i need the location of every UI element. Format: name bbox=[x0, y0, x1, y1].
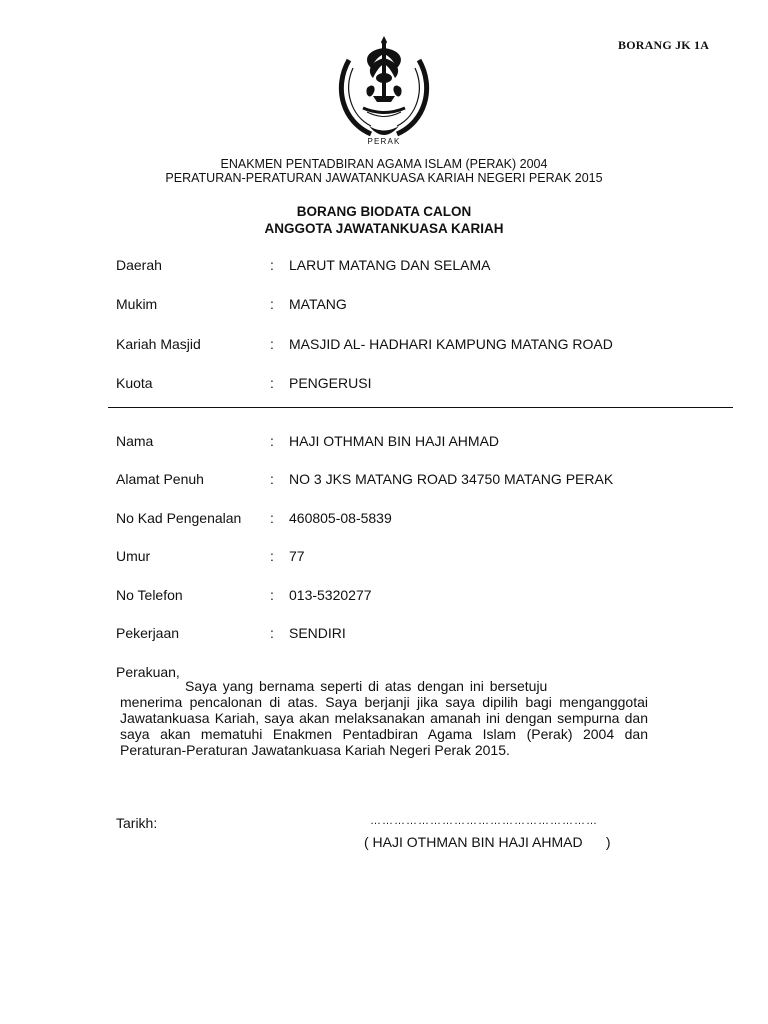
field-mukim bbox=[0, 294, 768, 314]
title-line-1: BORANG BIODATA CALON bbox=[296, 204, 472, 219]
field-colon: : bbox=[270, 433, 274, 449]
declaration-first-line: Saya yang bernama seperti di atas dengan ini bersetuju bbox=[185, 678, 548, 694]
field-colon: : bbox=[270, 510, 274, 526]
form-title bbox=[0, 203, 768, 237]
field-colon: : bbox=[270, 257, 274, 273]
field-colon: : bbox=[270, 336, 274, 352]
field-value: SENDIRI bbox=[289, 625, 346, 641]
field-value: LARUT MATANG DAN SELAMA bbox=[289, 257, 491, 273]
legislation-reference bbox=[0, 157, 768, 185]
field-colon: : bbox=[270, 375, 274, 391]
emblem-text: PERAK bbox=[367, 137, 401, 146]
perak-crest-icon bbox=[327, 30, 441, 148]
field-colon: : bbox=[270, 587, 274, 603]
field-label: No Telefon bbox=[116, 587, 183, 603]
field-umur bbox=[0, 546, 768, 566]
field-pekerjaan bbox=[0, 623, 768, 643]
field-label: Nama bbox=[116, 433, 154, 449]
signature-line: ………………………………………………… bbox=[370, 815, 598, 827]
section-divider bbox=[108, 407, 733, 408]
signatory-name: ( HAJI OTHMAN BIN HAJI AHMAD ) bbox=[364, 834, 611, 850]
field-value: MATANG bbox=[289, 296, 347, 312]
field-label: Kariah Masjid bbox=[116, 336, 201, 352]
field-value: PENGERUSI bbox=[289, 375, 372, 391]
field-alamat-penuh bbox=[0, 469, 768, 489]
field-value: MASJID AL- HADHARI KAMPUNG MATANG ROAD bbox=[289, 336, 613, 352]
field-value: 77 bbox=[289, 548, 305, 564]
field-label: Kuota bbox=[116, 375, 153, 391]
field-no-telefon bbox=[0, 585, 768, 605]
field-kuota bbox=[0, 373, 768, 393]
field-colon: : bbox=[270, 471, 274, 487]
field-label: Daerah bbox=[116, 257, 162, 273]
declaration-body: menerima pencalonan di atas. Saya berjanji jika saya dipilih bagi menganggotai Jawatankuasa Kariah, saya akan melaksanakan amanah ini dengan sempurna dan saya akan mematuhi Enakmen Pentadbiran Agama Islam (Perak) 2004 dan Peraturan-Peraturan Jawatankuasa Kariah Negeri Perak 2015. bbox=[120, 694, 648, 758]
field-value: HAJI OTHMAN BIN HAJI AHMAD bbox=[289, 433, 500, 449]
form-code: BORANG JK 1A bbox=[618, 38, 710, 52]
act-line-2: PERATURAN-PERATURAN JAWATANKUASA KARIAH NEGERI PERAK 2015 bbox=[165, 171, 603, 185]
field-nama bbox=[0, 431, 768, 451]
field-colon: : bbox=[270, 548, 274, 564]
field-value: 460805-08-5839 bbox=[289, 510, 392, 526]
declaration-heading: Perakuan, bbox=[116, 664, 180, 680]
field-label: Alamat Penuh bbox=[116, 471, 204, 487]
field-label: Mukim bbox=[116, 296, 158, 312]
act-line-1: ENAKMEN PENTADBIRAN AGAMA ISLAM (PERAK) 2004 bbox=[220, 157, 548, 171]
field-no-kad-pengenalan bbox=[0, 508, 768, 528]
field-value: 013-5320277 bbox=[289, 587, 372, 603]
field-label: Pekerjaan bbox=[116, 625, 180, 641]
field-value: NO 3 JKS MATANG ROAD 34750 MATANG PERAK bbox=[289, 471, 614, 487]
title-line-2: ANGGOTA JAWATANKUASA KARIAH bbox=[264, 221, 504, 236]
field-label: No Kad Pengenalan bbox=[116, 510, 242, 526]
field-label: Umur bbox=[116, 548, 151, 564]
field-daerah bbox=[0, 255, 768, 275]
field-kariah-masjid bbox=[0, 334, 768, 354]
field-colon: : bbox=[270, 296, 274, 312]
field-colon: : bbox=[270, 625, 274, 641]
date-label: Tarikh: bbox=[116, 815, 158, 831]
